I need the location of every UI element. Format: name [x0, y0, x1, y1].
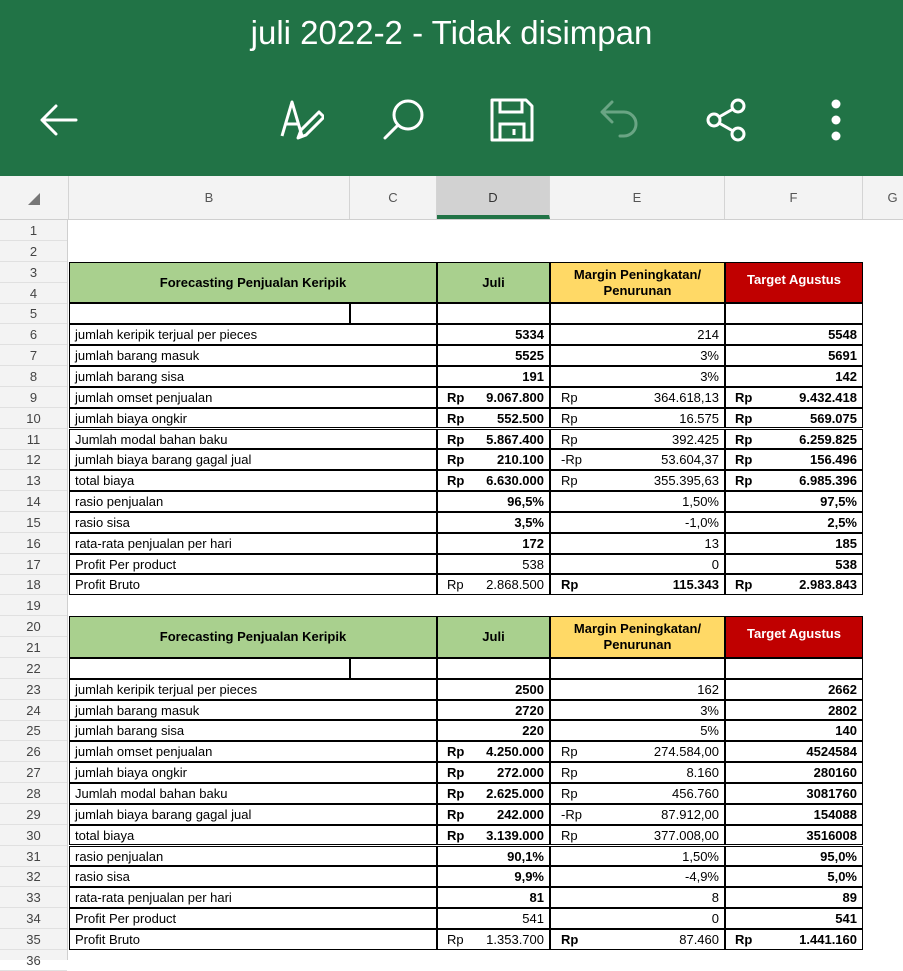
target-value: 2,5% — [827, 514, 857, 530]
row-header[interactable]: 14 — [0, 491, 67, 512]
blank-cell[interactable] — [350, 303, 437, 324]
margin-value: 53.604,37 — [661, 452, 719, 468]
row-label-cell[interactable]: rata-rata penjualan per hari — [69, 887, 437, 908]
row-header[interactable]: 9 — [0, 387, 67, 408]
column-header-g[interactable]: G — [863, 176, 903, 219]
row-header[interactable]: 28 — [0, 783, 67, 804]
margin-value-cell[interactable] — [550, 387, 725, 408]
margin-value: 162 — [697, 681, 719, 697]
blank-cell[interactable] — [437, 303, 550, 324]
margin-value-cell[interactable] — [550, 324, 725, 345]
juli-value: 191 — [522, 368, 544, 384]
row-label-cell[interactable]: total biaya — [69, 825, 437, 846]
row-header[interactable]: 23 — [0, 679, 67, 700]
currency-label: Rp — [561, 473, 578, 489]
margin-value-cell[interactable] — [550, 762, 725, 783]
target-value: 5548 — [828, 327, 857, 343]
juli-value: 5.867.400 — [486, 431, 544, 447]
row-header[interactable]: 7 — [0, 345, 67, 366]
target-value: 2662 — [828, 681, 857, 697]
margin-value: -4,9% — [685, 869, 719, 885]
target-value-cell[interactable] — [725, 574, 863, 595]
currency-label: Rp — [735, 473, 753, 489]
currency-label: Rp — [735, 931, 753, 947]
blank-cell[interactable] — [725, 658, 863, 679]
currency-label: Rp — [447, 473, 465, 489]
margin-value-cell[interactable] — [550, 491, 725, 512]
target-value: 89 — [842, 890, 857, 906]
blank-cell[interactable] — [350, 658, 437, 679]
margin-value: 355.395,63 — [653, 473, 719, 489]
margin-value: 13 — [704, 535, 719, 551]
row-label-cell[interactable]: Jumlah modal bahan baku — [69, 783, 437, 804]
document-title: juli 2022-2 - Tidak disimpan — [250, 14, 653, 51]
currency-label: Rp — [735, 577, 753, 593]
margin-value-cell[interactable] — [550, 846, 725, 867]
margin-value-cell[interactable] — [550, 679, 725, 700]
row-label-cell[interactable]: Profit Bruto — [69, 574, 437, 595]
row-label-cell[interactable]: Profit Per product — [69, 908, 437, 929]
margin-value: 364.618,13 — [653, 389, 719, 405]
row-header[interactable]: 20 — [0, 616, 67, 637]
juli-value-cell[interactable] — [437, 741, 550, 762]
juli-value-cell[interactable] — [437, 825, 550, 846]
juli-value: 538 — [522, 556, 544, 572]
table-header-juli[interactable]: Juli — [437, 616, 550, 658]
target-value-cell[interactable] — [725, 533, 863, 554]
currency-label: Rp — [561, 431, 578, 447]
margin-value: 1,50% — [682, 848, 719, 864]
row-header[interactable]: 34 — [0, 908, 67, 929]
target-value: 154088 — [813, 806, 857, 822]
margin-value: -1,0% — [685, 514, 719, 530]
margin-value: 1,50% — [682, 494, 719, 510]
row-label-cell[interactable]: rasio sisa — [69, 866, 437, 887]
currency-label: Rp — [561, 785, 578, 801]
juli-value: 96,5% — [507, 494, 544, 510]
target-value-cell[interactable] — [725, 929, 863, 950]
juli-value-cell[interactable] — [437, 574, 550, 595]
juli-value: 9.067.800 — [486, 389, 544, 405]
target-value: 3516008 — [806, 827, 857, 843]
juli-value: 541 — [522, 911, 544, 927]
currency-label: Rp — [561, 931, 579, 947]
row-label-cell[interactable]: rasio penjualan — [69, 846, 437, 867]
target-value-cell[interactable] — [725, 491, 863, 512]
margin-value: 115.343 — [672, 577, 719, 593]
row-header[interactable]: 32 — [0, 866, 67, 887]
row-header[interactable]: 13 — [0, 470, 67, 491]
currency-label: Rp — [447, 806, 465, 822]
juli-value: 272.000 — [497, 765, 544, 781]
juli-value-cell[interactable] — [437, 512, 550, 533]
target-value-cell[interactable] — [725, 366, 863, 387]
currency-label: Rp — [447, 827, 465, 843]
target-value-cell[interactable] — [725, 866, 863, 887]
row-header[interactable]: 21 — [0, 637, 67, 658]
target-value: 2802 — [828, 702, 857, 718]
row-header[interactable]: 5 — [0, 303, 67, 324]
margin-value-cell[interactable] — [550, 929, 725, 950]
juli-value: 552.500 — [497, 410, 544, 426]
margin-value: 392.425 — [672, 431, 719, 447]
margin-value-cell[interactable] — [550, 533, 725, 554]
juli-value-cell[interactable] — [437, 366, 550, 387]
currency-label: Rp — [561, 744, 578, 760]
currency-label: Rp — [447, 410, 465, 426]
row-header[interactable]: 31 — [0, 846, 67, 867]
margin-value-cell[interactable] — [550, 908, 725, 929]
margin-value: 0 — [711, 556, 719, 572]
juli-value-cell[interactable] — [437, 929, 550, 950]
row-header[interactable]: 12 — [0, 449, 67, 470]
row-label-cell[interactable]: jumlah biaya barang gagal jual — [69, 804, 437, 825]
blank-cell[interactable] — [550, 303, 725, 324]
currency-label: Rp — [447, 389, 465, 405]
blank-cell[interactable] — [725, 303, 863, 324]
juli-value-cell[interactable] — [437, 324, 550, 345]
target-value: 541 — [835, 911, 857, 927]
row-header[interactable]: 30 — [0, 825, 67, 846]
row-header[interactable]: 26 — [0, 741, 67, 762]
row-header[interactable]: 17 — [0, 554, 67, 575]
juli-value: 210.100 — [497, 452, 544, 468]
juli-value-cell[interactable] — [437, 470, 550, 491]
currency-label: Rp — [561, 827, 578, 843]
target-value-cell[interactable] — [725, 470, 863, 491]
target-value-cell[interactable] — [725, 512, 863, 533]
target-value-cell[interactable] — [725, 762, 863, 783]
row-label-cell[interactable]: rata-rata penjualan per hari — [69, 533, 437, 554]
row-label-cell[interactable]: jumlah biaya ongkir — [69, 408, 437, 429]
currency-label: Rp — [447, 931, 464, 947]
margin-value: 87.912,00 — [661, 806, 719, 822]
juli-value-cell[interactable] — [437, 908, 550, 929]
margin-value: 0 — [711, 911, 719, 927]
currency-label: Rp — [447, 765, 465, 781]
juli-value: 5525 — [515, 348, 544, 364]
juli-value-cell[interactable] — [437, 679, 550, 700]
table-header-target[interactable]: Target Agustus — [725, 616, 863, 658]
margin-value: 3% — [700, 702, 719, 718]
juli-value: 2.625.000 — [486, 785, 544, 801]
margin-value-cell[interactable] — [550, 449, 725, 470]
target-value: 1.441.160 — [799, 931, 857, 947]
juli-value-cell[interactable] — [437, 720, 550, 741]
column-header-b[interactable]: B — [69, 176, 350, 219]
table-header-margin[interactable]: Margin Peningkatan/ Penurunan — [550, 262, 725, 304]
row-label-cell[interactable]: jumlah keripik terjual per pieces — [69, 324, 437, 345]
target-value: 3081760 — [806, 785, 857, 801]
target-value-cell[interactable] — [725, 825, 863, 846]
target-value-cell[interactable] — [725, 324, 863, 345]
row-label-cell[interactable]: rasio penjualan — [69, 491, 437, 512]
row-header[interactable]: 33 — [0, 887, 67, 908]
currency-label: -Rp — [561, 452, 582, 468]
row-label-cell[interactable]: jumlah biaya ongkir — [69, 762, 437, 783]
margin-value: 456.760 — [672, 785, 719, 801]
row-header[interactable]: 3 — [0, 262, 67, 283]
column-header-d[interactable]: D — [437, 176, 550, 219]
target-value-cell[interactable] — [725, 700, 863, 721]
row-header[interactable]: 25 — [0, 720, 67, 741]
row-header[interactable]: 18 — [0, 574, 67, 595]
juli-value: 5334 — [515, 327, 544, 343]
blank-cell[interactable] — [550, 658, 725, 679]
row-label-cell[interactable]: jumlah biaya barang gagal jual — [69, 449, 437, 470]
margin-value-cell[interactable] — [550, 408, 725, 429]
target-value: 569.075 — [810, 410, 857, 426]
margin-value-cell[interactable] — [550, 429, 725, 450]
row-label-cell[interactable]: jumlah keripik terjual per pieces — [69, 679, 437, 700]
juli-value: 3.139.000 — [486, 827, 544, 843]
table-header-title[interactable]: Forecasting Penjualan Keripik — [69, 262, 437, 304]
juli-value-cell[interactable] — [437, 449, 550, 470]
currency-label: Rp — [735, 431, 753, 447]
currency-label: Rp — [735, 410, 753, 426]
margin-value: 16.575 — [679, 410, 719, 426]
row-label-cell[interactable]: jumlah barang sisa — [69, 720, 437, 741]
row-label-cell[interactable]: jumlah barang masuk — [69, 700, 437, 721]
row-header[interactable]: 29 — [0, 804, 67, 825]
juli-value-cell[interactable] — [437, 866, 550, 887]
row-header[interactable]: 11 — [0, 429, 67, 450]
juli-value: 1.353.700 — [486, 931, 544, 947]
row-header[interactable]: 19 — [0, 595, 67, 616]
target-value-cell[interactable] — [725, 887, 863, 908]
target-value: 9.432.418 — [799, 389, 857, 405]
margin-value: 8.160 — [686, 765, 719, 781]
margin-value-cell[interactable] — [550, 887, 725, 908]
blank-cell[interactable] — [69, 658, 350, 679]
margin-value: 3% — [700, 348, 719, 364]
table-header-target[interactable]: Target Agustus — [725, 262, 863, 304]
margin-value-cell[interactable] — [550, 700, 725, 721]
target-value: 280160 — [813, 765, 857, 781]
juli-value: 2500 — [515, 681, 544, 697]
row-label-cell[interactable]: jumlah barang masuk — [69, 345, 437, 366]
margin-value: 214 — [697, 327, 719, 343]
target-value: 5,0% — [827, 869, 857, 885]
juli-value: 6.630.000 — [486, 473, 544, 489]
row-header[interactable]: 27 — [0, 762, 67, 783]
target-value-cell[interactable] — [725, 408, 863, 429]
currency-label: Rp — [561, 389, 578, 405]
margin-value-cell[interactable] — [550, 720, 725, 741]
currency-label: Rp — [561, 765, 578, 781]
juli-value-cell[interactable] — [437, 762, 550, 783]
juli-value: 90,1% — [507, 848, 544, 864]
column-header-c[interactable]: C — [350, 176, 437, 219]
margin-value-cell[interactable] — [550, 366, 725, 387]
target-value: 4524584 — [806, 744, 857, 760]
margin-value-cell[interactable] — [550, 345, 725, 366]
row-header[interactable]: 8 — [0, 366, 67, 387]
margin-value-cell[interactable] — [550, 554, 725, 575]
margin-value: 8 — [711, 890, 719, 906]
margin-value: 3% — [700, 368, 719, 384]
juli-value-cell[interactable] — [437, 804, 550, 825]
juli-value: 220 — [522, 723, 544, 739]
juli-value-cell[interactable] — [437, 887, 550, 908]
margin-value: 274.584,00 — [653, 744, 719, 760]
target-value-cell[interactable] — [725, 387, 863, 408]
juli-value-cell[interactable] — [437, 533, 550, 554]
juli-value: 81 — [529, 890, 544, 906]
juli-value: 3,5% — [514, 514, 544, 530]
column-header-e[interactable]: E — [550, 176, 725, 219]
table-header-title[interactable]: Forecasting Penjualan Keripik — [69, 616, 437, 658]
row-header[interactable]: 15 — [0, 512, 67, 533]
target-value-cell[interactable] — [725, 449, 863, 470]
juli-value: 2720 — [515, 702, 544, 718]
target-value: 185 — [835, 535, 857, 551]
target-value: 95,0% — [820, 848, 857, 864]
margin-value: 87.460 — [679, 931, 719, 947]
row-header[interactable]: 6 — [0, 324, 67, 345]
target-value: 140 — [835, 723, 857, 739]
target-value: 156.496 — [810, 452, 857, 468]
target-value: 5691 — [828, 348, 857, 364]
row-label-cell[interactable]: total biaya — [69, 470, 437, 491]
target-value: 97,5% — [820, 494, 857, 510]
juli-value-cell[interactable] — [437, 345, 550, 366]
currency-label: -Rp — [561, 806, 582, 822]
target-value: 6.259.825 — [799, 431, 857, 447]
target-value-cell[interactable] — [725, 345, 863, 366]
row-header[interactable]: 4 — [0, 283, 67, 304]
row-header[interactable]: 2 — [0, 241, 67, 262]
juli-value-cell[interactable] — [437, 700, 550, 721]
row-header[interactable]: 24 — [0, 700, 67, 721]
row-header[interactable]: 1 — [0, 220, 67, 241]
row-header[interactable]: 36 — [0, 950, 67, 971]
margin-value-cell[interactable] — [550, 783, 725, 804]
juli-value-cell[interactable] — [437, 783, 550, 804]
target-value-cell[interactable] — [725, 846, 863, 867]
juli-value-cell[interactable] — [437, 846, 550, 867]
margin-value-cell[interactable] — [550, 804, 725, 825]
row-header[interactable]: 35 — [0, 929, 67, 950]
margin-value-cell[interactable] — [550, 574, 725, 595]
blank-cell[interactable] — [437, 658, 550, 679]
currency-label: Rp — [447, 785, 465, 801]
juli-value: 2.868.500 — [486, 577, 544, 593]
target-value-cell[interactable] — [725, 679, 863, 700]
row-label-cell[interactable]: rasio sisa — [69, 512, 437, 533]
target-value-cell[interactable] — [725, 804, 863, 825]
target-value-cell[interactable] — [725, 720, 863, 741]
row-header[interactable]: 10 — [0, 408, 67, 429]
row-header[interactable]: 16 — [0, 533, 67, 554]
currency-label: Rp — [735, 452, 753, 468]
juli-value: 4.250.000 — [486, 744, 544, 760]
target-value: 538 — [835, 556, 857, 572]
juli-value: 9,9% — [514, 869, 544, 885]
column-header-f[interactable]: F — [725, 176, 863, 219]
row-label-cell[interactable]: Jumlah modal bahan baku — [69, 429, 437, 450]
target-value-cell[interactable] — [725, 783, 863, 804]
juli-value: 172 — [522, 535, 544, 551]
margin-value-cell[interactable] — [550, 741, 725, 762]
table-header-juli[interactable]: Juli — [437, 262, 550, 304]
margin-value: 5% — [700, 723, 719, 739]
juli-value-cell[interactable] — [437, 491, 550, 512]
currency-label: Rp — [447, 577, 464, 593]
blank-cell[interactable] — [69, 303, 350, 324]
juli-value-cell[interactable] — [437, 408, 550, 429]
juli-value-cell[interactable] — [437, 429, 550, 450]
currency-label: Rp — [447, 744, 465, 760]
row-label-cell[interactable]: Profit Bruto — [69, 929, 437, 950]
margin-value-cell[interactable] — [550, 512, 725, 533]
currency-label: Rp — [447, 452, 465, 468]
row-header[interactable]: 22 — [0, 658, 67, 679]
currency-label: Rp — [561, 410, 578, 426]
row-label-cell[interactable]: jumlah omset penjualan — [69, 387, 437, 408]
margin-value-cell[interactable] — [550, 470, 725, 491]
target-value-cell[interactable] — [725, 429, 863, 450]
row-label-cell[interactable]: jumlah barang sisa — [69, 366, 437, 387]
juli-value: 242.000 — [497, 806, 544, 822]
target-value-cell[interactable] — [725, 741, 863, 762]
margin-value: 377.008,00 — [653, 827, 719, 843]
currency-label: Rp — [447, 431, 465, 447]
margin-value-cell[interactable] — [550, 825, 725, 846]
table-header-margin[interactable]: Margin Peningkatan/ Penurunan — [550, 616, 725, 658]
margin-value-cell[interactable] — [550, 866, 725, 887]
juli-value-cell[interactable] — [437, 387, 550, 408]
juli-value-cell[interactable] — [437, 554, 550, 575]
target-value-cell[interactable] — [725, 554, 863, 575]
target-value: 142 — [835, 368, 857, 384]
row-label-cell[interactable]: Profit Per product — [69, 554, 437, 575]
currency-label: Rp — [561, 577, 579, 593]
target-value: 6.985.396 — [799, 473, 857, 489]
row-label-cell[interactable]: jumlah omset penjualan — [69, 741, 437, 762]
currency-label: Rp — [735, 389, 753, 405]
target-value: 2.983.843 — [799, 577, 857, 593]
target-value-cell[interactable] — [725, 908, 863, 929]
